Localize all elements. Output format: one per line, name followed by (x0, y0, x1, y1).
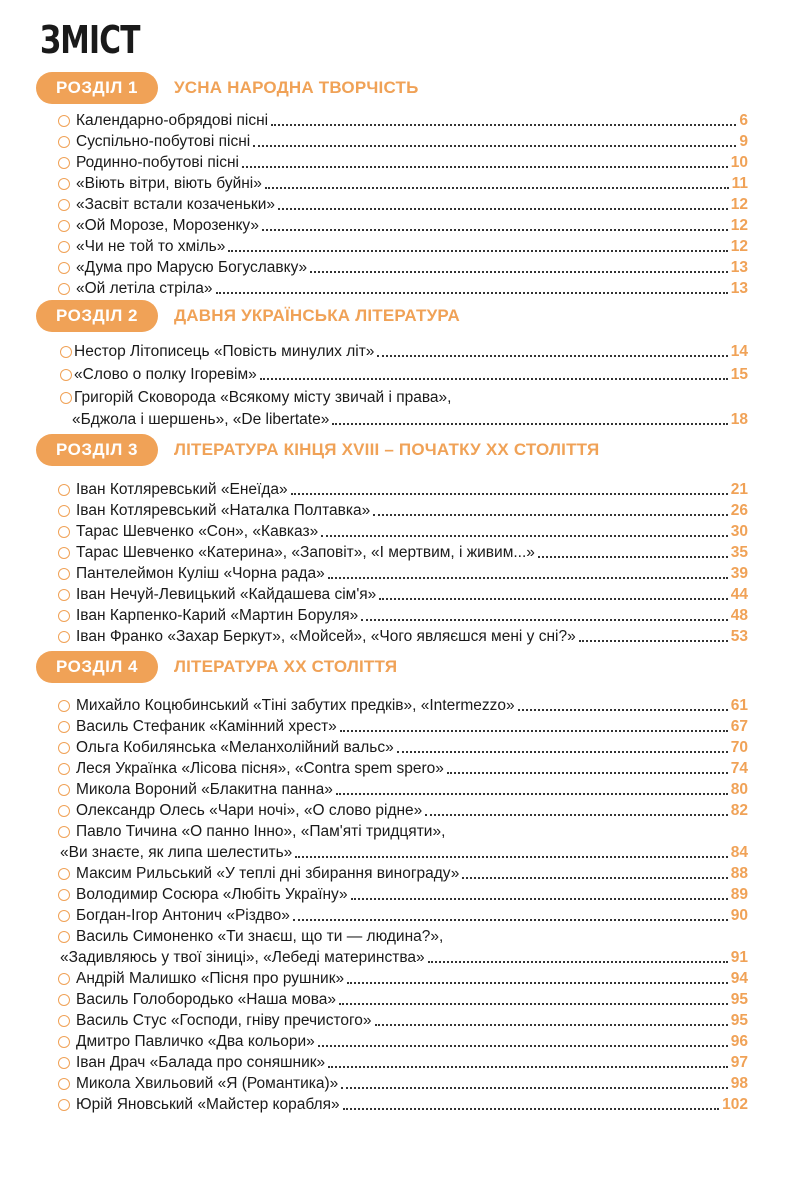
circle-bullet-icon (58, 631, 70, 643)
toc-entry-page: 98 (730, 1075, 748, 1092)
circle-bullet-icon (58, 568, 70, 580)
section-4-label: РОЗДІЛ 4 (36, 651, 158, 683)
toc-entry-title: «Дума про Марусю Богуславку» (76, 259, 308, 276)
toc-entry[interactable] (58, 173, 748, 194)
dot-leader (375, 1024, 728, 1026)
toc-entry-page: 53 (730, 628, 748, 645)
toc-entry[interactable] (58, 758, 748, 779)
toc-entry-title: «Засвіт встали козаченьки» (76, 196, 275, 213)
circle-bullet-icon (60, 346, 72, 358)
toc-entry-title: Микола Хвильовий «Я (Романтика)» (76, 1075, 339, 1092)
toc-entry-page: 10 (730, 154, 748, 171)
dot-leader (216, 292, 728, 294)
toc-entry[interactable] (58, 926, 748, 947)
toc-entry[interactable] (58, 563, 748, 584)
dot-leader (328, 577, 728, 579)
toc-entry-title: Іван Нечуй-Левицький «Кайдашева сім'я» (76, 586, 377, 603)
dot-leader (425, 814, 727, 816)
toc-entry-page: 44 (730, 586, 748, 603)
dot-leader (351, 898, 728, 900)
toc-entry-page: 18 (730, 411, 748, 428)
circle-bullet-icon (58, 805, 70, 817)
toc-entry[interactable] (58, 1010, 748, 1031)
dot-leader (347, 982, 728, 984)
circle-bullet-icon (58, 505, 70, 517)
dot-leader (242, 166, 728, 168)
dot-leader (295, 856, 727, 858)
toc-entry[interactable] (58, 542, 748, 563)
dot-leader (321, 535, 728, 537)
dot-leader (377, 355, 727, 357)
toc-entry-title: Пантелеймон Куліш «Чорна рада» (76, 565, 325, 582)
toc-entry-title: Дмитро Павличко «Два кольори» (76, 1033, 315, 1050)
dot-leader (339, 1003, 728, 1005)
section-1-header (36, 72, 419, 104)
circle-bullet-icon (58, 136, 70, 148)
toc-entry[interactable] (58, 716, 748, 737)
circle-bullet-icon (58, 973, 70, 985)
dot-leader (379, 598, 727, 600)
toc-entry[interactable] (58, 1052, 748, 1073)
circle-bullet-icon (58, 994, 70, 1006)
toc-entry[interactable] (58, 131, 748, 152)
toc-entry-page: 39 (730, 565, 748, 582)
dot-leader (271, 124, 736, 126)
toc-entry-title: Богдан-Ігор Антонич «Різдво» (76, 907, 290, 924)
section-3-header (36, 434, 599, 466)
toc-entry-page: 35 (730, 544, 748, 561)
toc-entry[interactable] (58, 884, 748, 905)
toc-entry-title: Нестор Літописець «Повість минулих літ» (74, 343, 375, 360)
circle-bullet-icon (58, 1057, 70, 1069)
toc-entry[interactable] (58, 479, 748, 500)
circle-bullet-icon (58, 700, 70, 712)
circle-bullet-icon (58, 526, 70, 538)
toc-entry-title: Микола Вороний «Блакитна панна» (76, 781, 333, 798)
toc-entry-page: 30 (730, 523, 748, 540)
toc-entry-page: 13 (730, 259, 748, 276)
circle-bullet-icon (58, 931, 70, 943)
toc-entry-title: Юрій Яновський «Майстер корабля» (76, 1096, 340, 1113)
toc-entry-title-line2: «Бджола і шершень», «De libertate» (72, 411, 330, 428)
circle-bullet-icon (60, 392, 72, 404)
section-2-label: РОЗДІЛ 2 (36, 300, 158, 332)
toc-entry-continuation[interactable] (60, 947, 748, 968)
toc-entry[interactable] (58, 584, 748, 605)
toc-entry-title: Суспільно-побутові пісні (76, 133, 251, 150)
toc-entry-title: Календарно-обрядові пісні (76, 112, 269, 129)
section-4-header (36, 651, 397, 683)
toc-entry-title: Ольга Кобилянська «Меланхолійний вальс» (76, 739, 394, 756)
toc-entry[interactable] (58, 800, 748, 821)
dot-leader (447, 772, 728, 774)
toc-entry-title-line2: «Задивляюсь у твої зіниці», «Лебеді материнства» (60, 949, 425, 966)
toc-entry-title: Василь Стефаник «Камінний хрест» (76, 718, 337, 735)
dot-leader (397, 751, 728, 753)
circle-bullet-icon (58, 826, 70, 838)
toc-entry-title: Василь Стус «Господи, гніву пречистого» (76, 1012, 372, 1029)
toc-entry[interactable] (58, 605, 748, 626)
toc-entry-title: Леся Українка «Лісова пісня», «Contra spem spero» (76, 760, 444, 777)
toc-entry[interactable] (58, 626, 748, 647)
toc-entry-title: Михайло Коцюбинський «Тіні забутих предків», «Intermezzo» (76, 697, 515, 714)
circle-bullet-icon (58, 178, 70, 190)
toc-entry-title: Тарас Шевченко «Сон», «Кавказ» (76, 523, 319, 540)
toc-entry[interactable] (60, 387, 748, 408)
toc-entry-page: 96 (730, 1033, 748, 1050)
dot-leader (579, 640, 728, 642)
toc-entry[interactable] (58, 110, 748, 131)
toc-entry-page: 9 (739, 133, 748, 150)
section-3-title: ЛІТЕРАТУРА КІНЦЯ XVIII – ПОЧАТКУ XX СТОЛІТТЯ (174, 440, 600, 459)
toc-entry[interactable] (58, 194, 748, 215)
toc-entry[interactable] (60, 341, 748, 362)
toc-entry-page: 15 (730, 366, 748, 383)
dot-leader (265, 187, 729, 189)
toc-entry-title: «Чи не той то хміль» (76, 238, 226, 255)
toc-entry[interactable] (58, 863, 748, 884)
dot-leader (318, 1045, 728, 1047)
circle-bullet-icon (58, 784, 70, 796)
toc-entry[interactable] (58, 215, 748, 236)
circle-bullet-icon (58, 742, 70, 754)
toc-entry-title: Іван Франко «Захар Беркут», «Мойсей», «Чого являєшся мені у сні?» (76, 628, 576, 645)
circle-bullet-icon (58, 1078, 70, 1090)
circle-bullet-icon (58, 241, 70, 253)
toc-entry[interactable] (58, 257, 748, 278)
circle-bullet-icon (60, 369, 72, 381)
toc-entry-title: Максим Рильський «У теплі дні збирання винограду» (76, 865, 460, 882)
circle-bullet-icon (58, 115, 70, 127)
circle-bullet-icon (58, 484, 70, 496)
dot-leader (340, 730, 728, 732)
toc-entry-title: «Віють вітри, віють буйні» (76, 175, 262, 192)
dot-leader (462, 877, 727, 879)
toc-entry-page: 6 (739, 112, 748, 129)
toc-entry[interactable] (58, 989, 748, 1010)
circle-bullet-icon (58, 283, 70, 295)
toc-entry-title-line2: «Ви знаєте, як липа шелестить» (60, 844, 293, 861)
toc-entry-continuation[interactable] (60, 842, 748, 863)
circle-bullet-icon (58, 610, 70, 622)
dot-leader (262, 229, 728, 231)
toc-entry-title: Іван Драч «Балада про соняшник» (76, 1054, 326, 1071)
section-4-title: ЛІТЕРАТУРА XX СТОЛІТТЯ (174, 657, 398, 676)
dot-leader (253, 145, 736, 147)
dot-leader (343, 1108, 720, 1110)
dot-leader (293, 919, 728, 921)
toc-entry[interactable] (58, 1031, 748, 1052)
toc-entry[interactable] (58, 236, 748, 257)
dot-leader (373, 514, 728, 516)
toc-entry-page: 26 (730, 502, 748, 519)
dot-leader (336, 793, 728, 795)
toc-entry-page: 12 (730, 217, 748, 234)
toc-entry-page: 48 (730, 607, 748, 624)
page-title: ЗМІСТ (40, 18, 140, 62)
toc-entry[interactable] (58, 821, 748, 842)
dot-leader (310, 271, 728, 273)
circle-bullet-icon (58, 199, 70, 211)
toc-entry-continuation[interactable] (72, 409, 748, 430)
toc-entry-title: Тарас Шевченко «Катерина», «Заповіт», «І мертвим, і живим...» (76, 544, 535, 561)
toc-entry-title: «Ой летіла стріла» (76, 280, 213, 297)
toc-entry-page: 80 (730, 781, 748, 798)
toc-entry-page: 67 (730, 718, 748, 735)
circle-bullet-icon (58, 1036, 70, 1048)
circle-bullet-icon (58, 868, 70, 880)
toc-entry-title: Володимир Сосюра «Любіть Україну» (76, 886, 348, 903)
toc-entry-title: Григорій Сковорода «Всякому місту звичай і права», (74, 389, 452, 406)
circle-bullet-icon (58, 589, 70, 601)
toc-entry[interactable] (58, 500, 748, 521)
dot-leader (328, 1066, 728, 1068)
toc-entry-page: 82 (730, 802, 748, 819)
toc-entry-title: Василь Симоненко «Ти знаєш, що ти — людина?», (76, 928, 444, 945)
toc-entry-page: 90 (730, 907, 748, 924)
toc-entry-page: 97 (730, 1054, 748, 1071)
toc-entry[interactable] (58, 968, 748, 989)
section-2-title: ДАВНЯ УКРАЇНСЬКА ЛІТЕРАТУРА (174, 306, 460, 325)
toc-entry-page: 94 (730, 970, 748, 987)
dot-leader (341, 1087, 727, 1089)
toc-entry-page: 102 (722, 1096, 748, 1113)
toc-entry[interactable] (60, 364, 748, 385)
section-1-title: УСНА НАРОДНА ТВОРЧІСТЬ (174, 78, 419, 97)
toc-entry[interactable] (58, 521, 748, 542)
dot-leader (538, 556, 728, 558)
toc-entry-title: Іван Котляревський «Наталка Полтавка» (76, 502, 371, 519)
toc-entry[interactable] (58, 905, 748, 926)
dot-leader (361, 619, 727, 621)
toc-entry-page: 91 (730, 949, 748, 966)
dot-leader (228, 250, 727, 252)
toc-entry-title: Іван Карпенко-Карий «Мартин Боруля» (76, 607, 359, 624)
circle-bullet-icon (58, 1099, 70, 1111)
toc-entry-title: Андрій Малишко «Пісня про рушник» (76, 970, 345, 987)
toc-entry-page: 14 (730, 343, 748, 360)
toc-entry-title: Іван Котляревський «Енеїда» (76, 481, 288, 498)
toc-entry-page: 84 (730, 844, 748, 861)
section-1-label: РОЗДІЛ 1 (36, 72, 158, 104)
dot-leader (332, 423, 727, 425)
toc-entry-page: 95 (730, 991, 748, 1008)
toc-entry-title: Павло Тичина «О панно Інно», «Пам'яті тридцяти», (76, 823, 446, 840)
circle-bullet-icon (58, 547, 70, 559)
toc-entry-title: «Ой Морозе, Морозенку» (76, 217, 259, 234)
dot-leader (260, 378, 728, 380)
circle-bullet-icon (58, 763, 70, 775)
toc-entry[interactable] (58, 152, 748, 173)
circle-bullet-icon (58, 889, 70, 901)
circle-bullet-icon (58, 220, 70, 232)
toc-entry-page: 95 (730, 1012, 748, 1029)
section-3-label: РОЗДІЛ 3 (36, 434, 158, 466)
toc-entry-page: 12 (730, 238, 748, 255)
circle-bullet-icon (58, 721, 70, 733)
toc-entry[interactable] (58, 1073, 748, 1094)
toc-entry-page: 61 (730, 697, 748, 714)
toc-entry[interactable] (58, 278, 748, 299)
toc-entry-page: 21 (730, 481, 748, 498)
toc-entry-page: 13 (730, 280, 748, 297)
toc-entry-page: 74 (730, 760, 748, 777)
toc-entry-page: 70 (730, 739, 748, 756)
section-2-header (36, 300, 460, 332)
toc-entry-title: Олександр Олесь «Чари ночі», «О слово рідне» (76, 802, 423, 819)
toc-entry-title: Василь Голобородько «Наша мова» (76, 991, 337, 1008)
toc-entry[interactable] (58, 737, 748, 758)
toc-entry-page: 11 (731, 175, 748, 192)
toc-entry-page: 89 (730, 886, 748, 903)
toc-entry[interactable] (58, 695, 748, 716)
toc-entry[interactable] (58, 779, 748, 800)
circle-bullet-icon (58, 262, 70, 274)
circle-bullet-icon (58, 1015, 70, 1027)
dot-leader (291, 493, 728, 495)
toc-entry-title: «Слово о полку Ігоревім» (74, 366, 257, 383)
toc-entry-page: 88 (730, 865, 748, 882)
circle-bullet-icon (58, 910, 70, 922)
toc-entry-title: Родинно-побутові пісні (76, 154, 239, 171)
circle-bullet-icon (58, 157, 70, 169)
toc-entry-page: 12 (730, 196, 748, 213)
dot-leader (428, 961, 728, 963)
dot-leader (518, 709, 728, 711)
dot-leader (278, 208, 728, 210)
toc-entry[interactable] (58, 1094, 748, 1115)
